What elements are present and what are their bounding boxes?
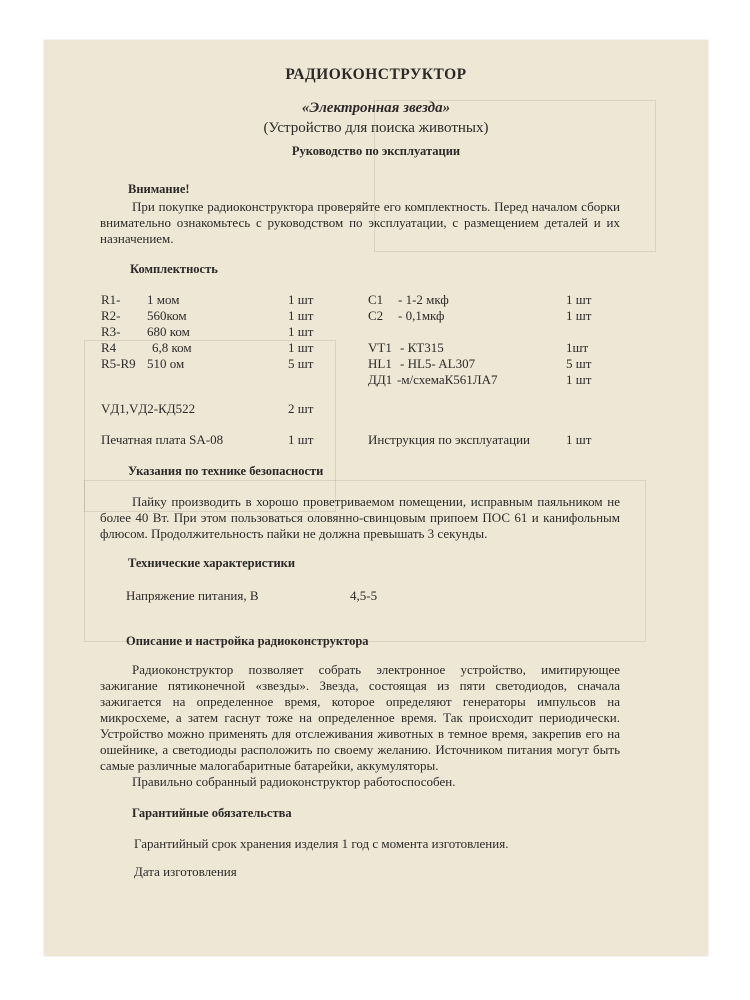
warranty-text: Гарантийный срок хранения изделия 1 год с момента изготовления.	[134, 836, 509, 851]
description-text: Радиоконструктор позволяет собрать электронное устройство, имитирующее зажигание пятиконечной «звезды». Звезда, состоящая из пяти светодиодов, сначала зажигается на определенное время, которое определяют генераторы импульсов на микросхеме, а затем гаснут тоже на определенное время. Так происходит периодически. Устройство можно применять для отслеживания животных в темное время, закрепив его на ошейнике, а светодиоды расположить по своему желанию. Источником питания могут быть самые различные малогабаритные батарейки, аккумуляторы.	[100, 662, 620, 773]
product-name: «Электронная звезда»	[301, 100, 451, 116]
safety-heading: Указания по технике безопасности	[128, 464, 324, 478]
attention-text: При покупке радиоконструктора проверяйте его комплектность. Перед началом сборки внимательно ознакомьтесь с руководством по эксплуатации, с размещением деталей и их назначением.	[100, 199, 620, 246]
kit-heading: Комплектность	[130, 262, 218, 276]
manual-heading: Руководство по эксплуатации	[291, 144, 461, 158]
warranty-heading: Гарантийные обязательства	[132, 806, 292, 820]
description-result: Правильно собранный радиоконструктор работоспособен.	[132, 774, 456, 789]
manufacture-date-label: Дата изготовления	[134, 864, 237, 879]
product-description: (Устройство для поиска животных)	[263, 120, 489, 136]
attention-heading: Внимание!	[128, 182, 190, 196]
description-heading: Описание и настройка радиоконструктора	[126, 634, 369, 648]
document-page: РАДИОКОНСТРУКТОР «Электронная звезда» (Устройство для поиска животных) Руководство по эксплуатации Внимание! При покупке радиоконструктора проверяйте его комплектность. Перед началом сборки внимательно ознакомьтесь с руководством по эксплуатации, с размещением деталей и их назначением. Комплектность R1- 1 мом 1 шт R2- 560ком 1 шт R3- 680 ком 1 шт R4 6,8 ком 1 шт R5-R9 510 ом 5 шт C1 - 1-2 мкф 1 шт C2 - 0,1мкф 1 шт VT1 - КТ315 1шт HL1 - HL5- AL307 5 шт ДД1 -м/схемаК561ЛА7 1 шт VД1,VД2-КД522 2 шт Печатная плата SA-08 1 шт Инструкция по эксплуатации 1 шт Указания по технике безопасности Пайку производить в хорошо проветриваемом помещении, исправным паяльником не более 40 Вт. При этом пользоваться оловянно-свинцовым припоем ПОС 61 и канифольным флюсом. Продолжительность пайки не должна превышать 3 секунды. Технические характеристики Напряжение питания, В 4,5-5 Описание и настройка радиоконструктора Радиоконструктор позволяет собрать электронное устройство, имитирующее зажигание пятиконечной «звезды». Звезда, состоящая из пяти светодиодов, сначала зажигается на определенное время, которое определяют генераторы импульсов на микросхеме, а затем гаснут тоже на определенное время. Так происходит периодически. Устройство можно применять для отслеживания животных в темное время, закрепив его на ошейнике, а светодиоды расположить по своему желанию. Источником питания могут быть самые различные малогабаритные батарейки, аккумуляторы. Правильно собранный радиоконструктор работоспособен. Гарантийные обязательства Гарантийный срок хранения изделия 1 год с момента изготовления. Дата изготовления	[44, 40, 708, 956]
specs-heading: Технические характеристики	[128, 556, 296, 570]
document-title: РАДИОКОНСТРУКТОР	[285, 66, 467, 83]
safety-text: Пайку производить в хорошо проветриваемом помещении, исправным паяльником не более 40 Вт. При этом пользоваться оловянно-свинцовым припоем ПОС 61 и канифольным флюсом. Продолжительность пайки не должна превышать 3 секунды.	[100, 494, 620, 541]
